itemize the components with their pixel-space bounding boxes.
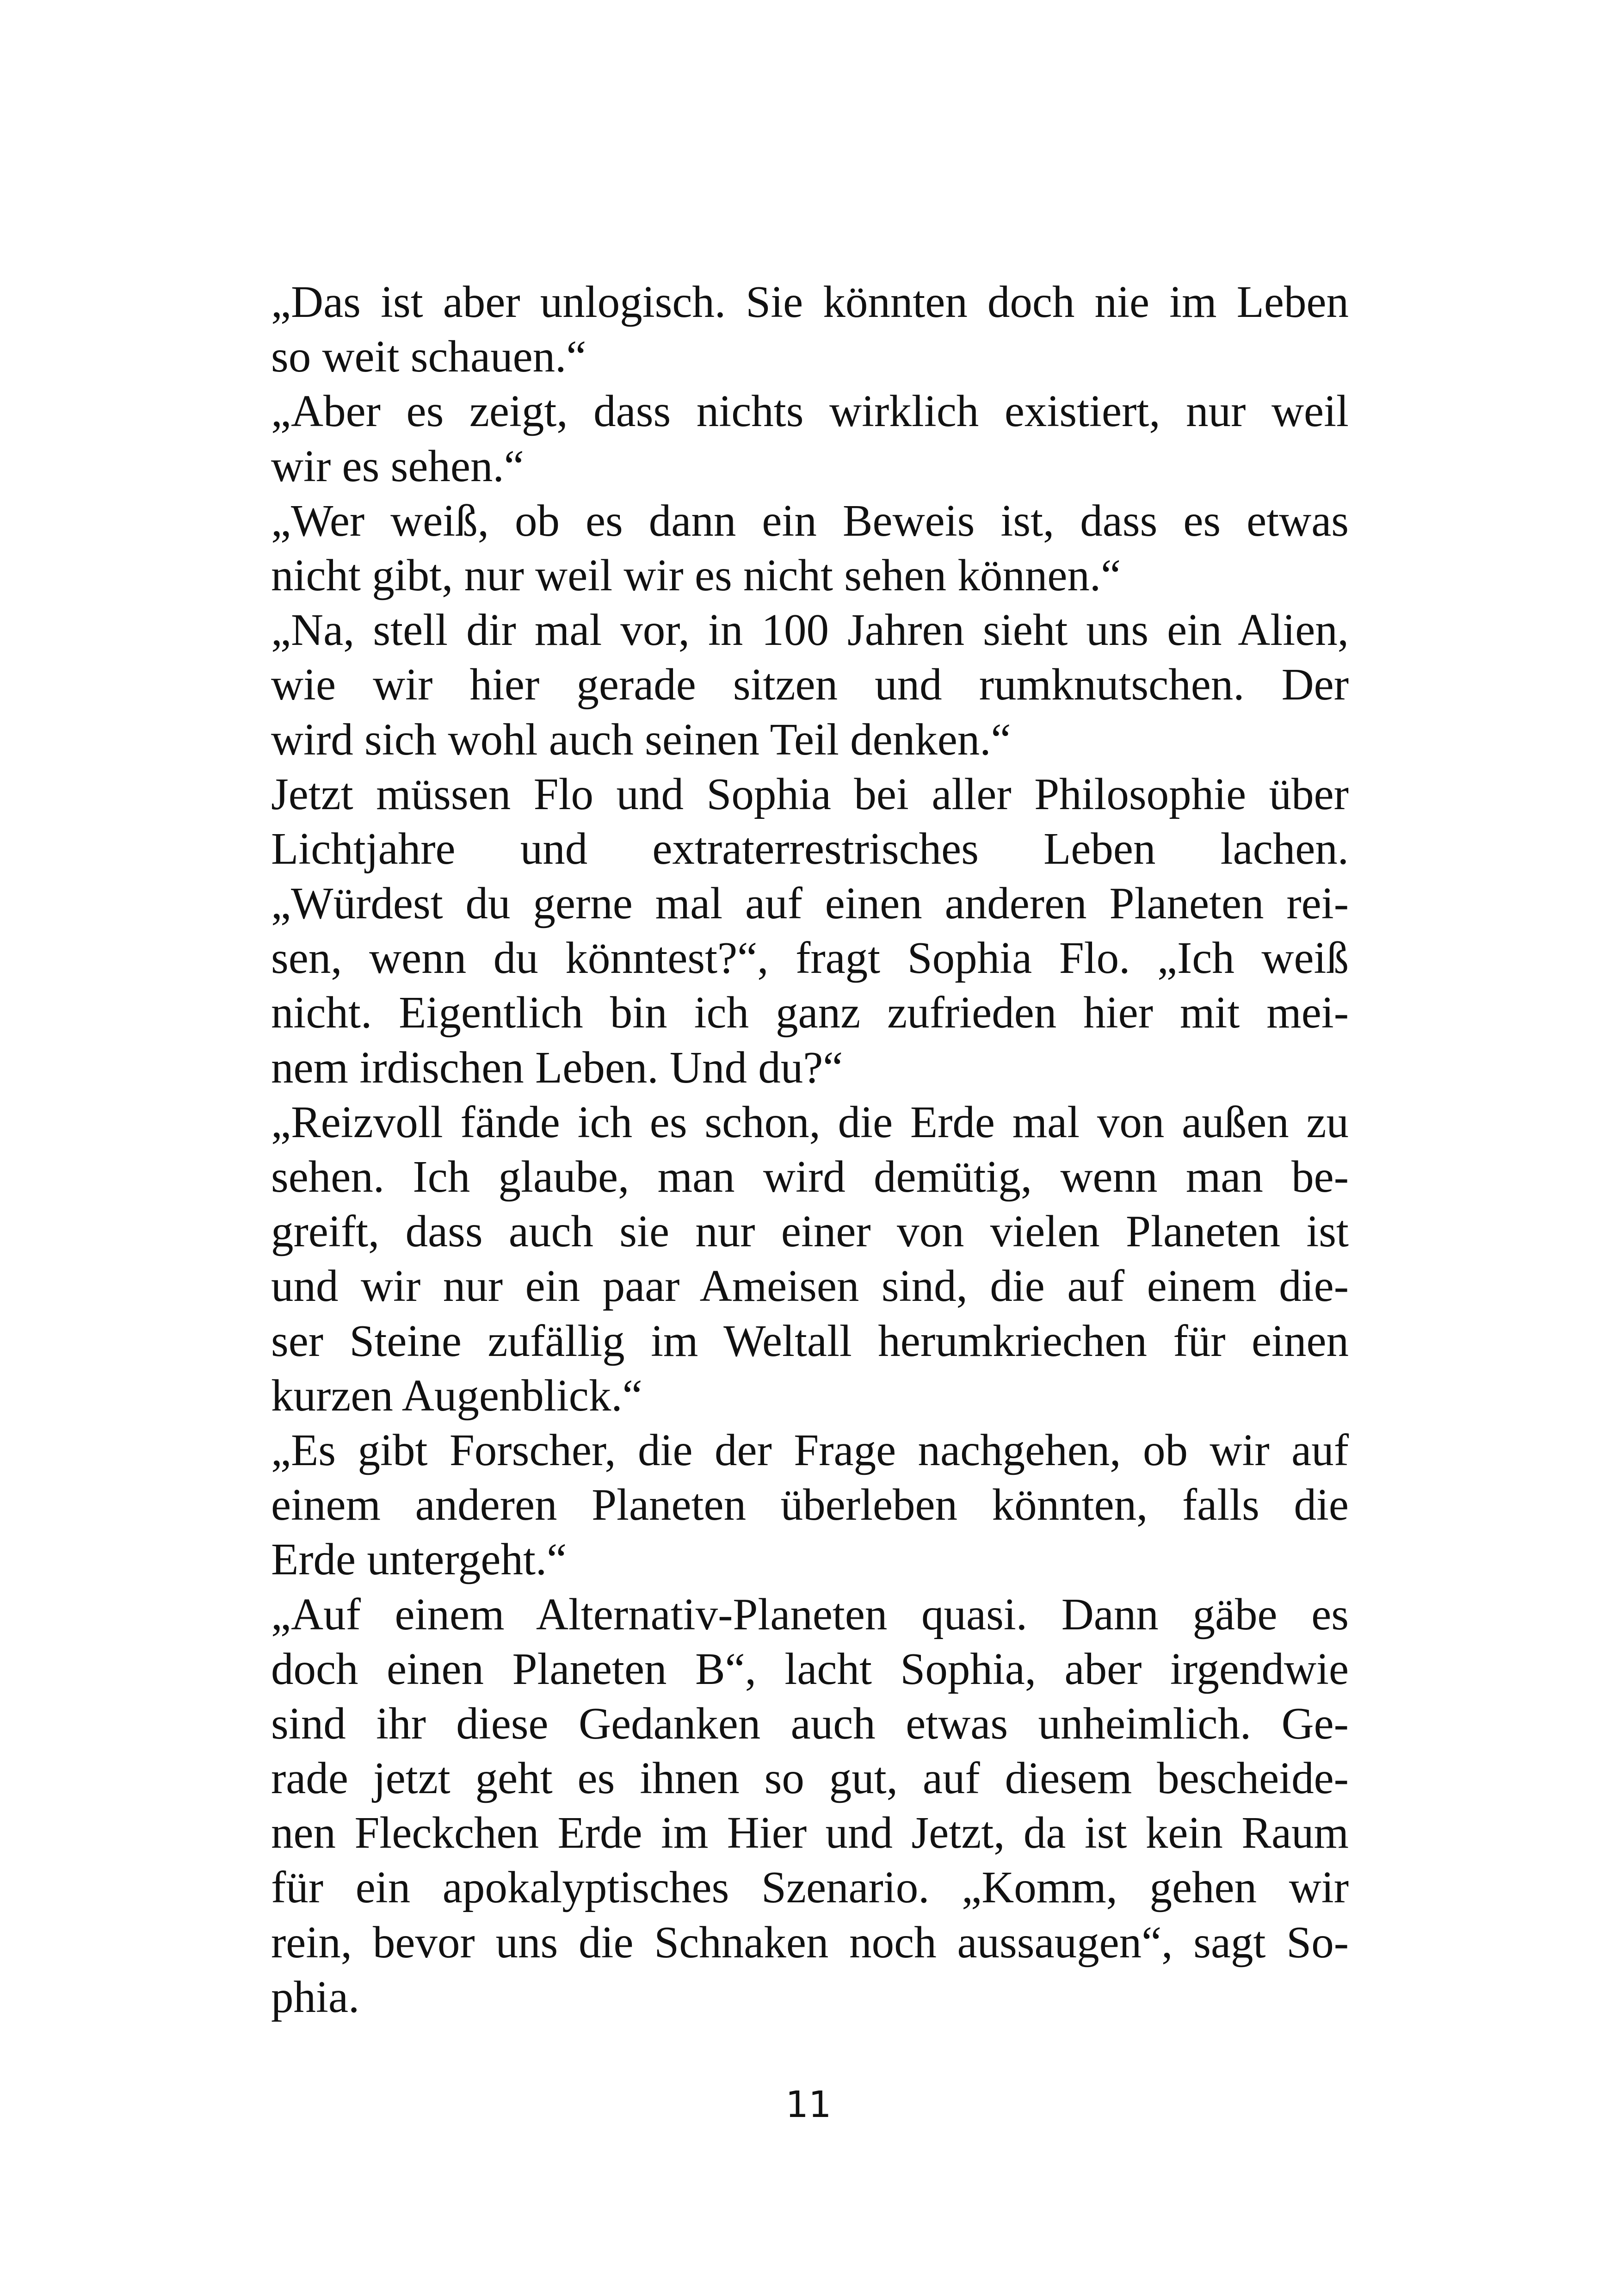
text-line: „Wer weiß, ob es dann ein Beweis ist, dass es etwas	[271, 495, 1349, 545]
text-line: kurzen Augenblick.“	[271, 1370, 642, 1420]
page-number: 11	[785, 2084, 832, 2126]
text-line: für ein apokalyptisches Szenario. „Komm, gehen wir	[271, 1863, 1349, 1912]
text-line: nem irdischen Leben. Und du?“	[271, 1042, 843, 1092]
text-line: rade jetzt geht es ihnen so gut, auf diesem bescheide-	[271, 1753, 1349, 1803]
text-line: und wir nur ein paar Ameisen sind, die auf einem die-	[271, 1261, 1349, 1311]
text-line: „Das ist aber unlogisch. Sie könnten doch nie im Leben	[271, 277, 1349, 327]
text-line: wir es sehen.“	[271, 441, 524, 491]
text-line: „Würdest du gerne mal auf einen anderen Planeten rei-	[271, 879, 1349, 928]
text-line: Erde untergeht.“	[271, 1535, 567, 1584]
text-line: wie wir hier gerade sitzen und rumknutschen. Der	[271, 660, 1349, 710]
text-line: greift, dass auch sie nur einer von vielen Planeten ist	[271, 1207, 1349, 1256]
text-line: nicht gibt, nur weil wir es nicht sehen können.“	[271, 550, 1121, 600]
text-line: ser Steine zufällig im Weltall herumkriechen für einen	[271, 1316, 1349, 1366]
text-line: wird sich wohl auch seinen Teil denken.“	[271, 714, 1011, 764]
text-line: „Reizvoll fände ich es schon, die Erde mal von außen zu	[271, 1097, 1349, 1147]
text-line: doch einen Planeten B“, lacht Sophia, aber irgendwie	[271, 1644, 1349, 1694]
text-line: „Aber es zeigt, dass nichts wirklich existiert, nur weil	[271, 386, 1349, 436]
text-line: nen Fleckchen Erde im Hier und Jetzt, da ist kein Raum	[271, 1808, 1349, 1858]
body-text	[271, 275, 1349, 2024]
text-line: sehen. Ich glaube, man wird demütig, wenn man be-	[271, 1152, 1349, 1201]
text-line: „Auf einem Alternativ-Planeten quasi. Dann gäbe es	[271, 1589, 1349, 1639]
text-line: phia.	[271, 1972, 360, 2022]
text-line: Lichtjahre und extraterrestrisches Leben lachen.	[271, 823, 1349, 873]
text-line: nicht. Eigentlich bin ich ganz zufrieden hier mit mei-	[271, 988, 1349, 1038]
text-line: Jetzt müssen Flo und Sophia bei aller Philosophie über	[271, 769, 1349, 819]
text-line: so weit schauen.“	[271, 332, 586, 382]
text-line: „Es gibt Forscher, die der Frage nachgehen, ob wir auf	[271, 1425, 1349, 1475]
text-line: sind ihr diese Gedanken auch etwas unheimlich. Ge-	[271, 1698, 1349, 1748]
text-line: „Na, stell dir mal vor, in 100 Jahren sieht uns ein Alien,	[271, 605, 1349, 655]
text-line: sen, wenn du könntest?“, fragt Sophia Flo. „Ich weiß	[271, 933, 1349, 983]
text-line: einem anderen Planeten überleben könnten, falls die	[271, 1480, 1349, 1530]
text-line: rein, bevor uns die Schnaken noch aussaugen“, sagt So-	[271, 1917, 1349, 1967]
